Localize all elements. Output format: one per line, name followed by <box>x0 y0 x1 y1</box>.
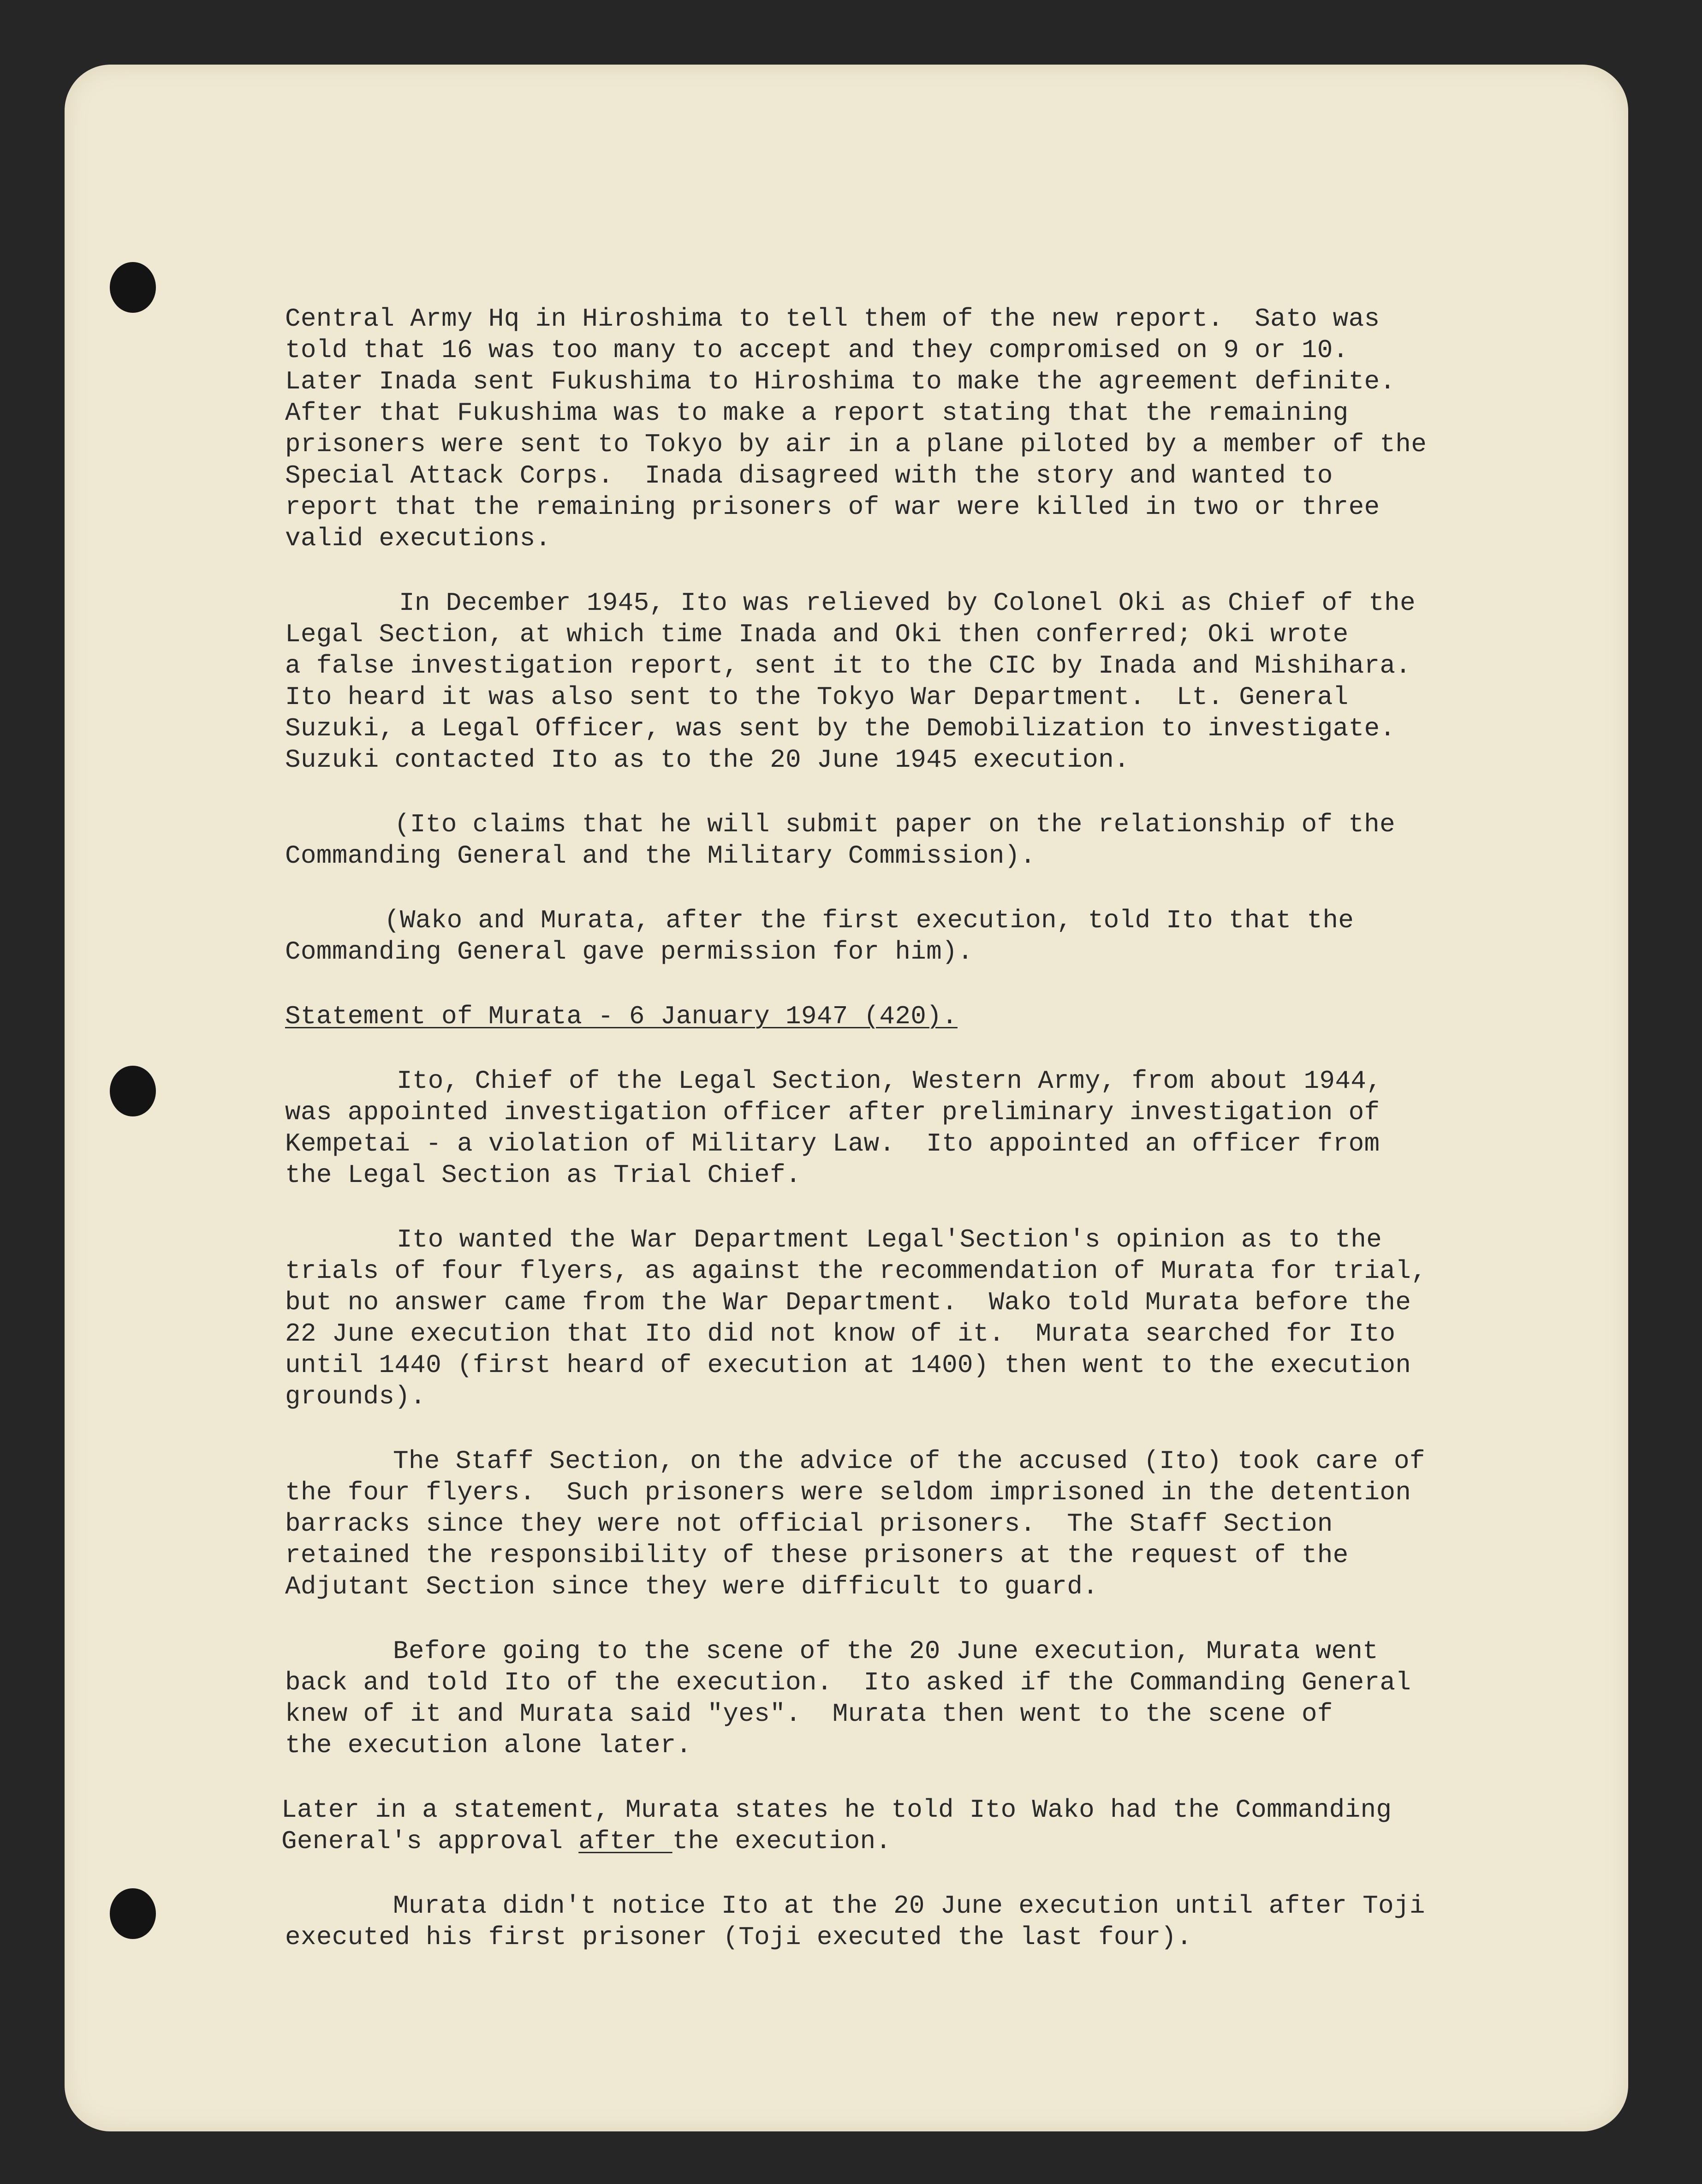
text-line: Commanding General and the Military Commission). <box>285 841 1036 871</box>
text-line: Adjutant Section since they were difficult to guard. <box>285 1572 1099 1601</box>
text-line: grounds). <box>285 1382 426 1411</box>
section-heading: Statement of Murata - 6 January 1947 (420). <box>285 1002 958 1031</box>
text-line: In December 1945, Ito was relieved by Colonel Oki as Chief of the <box>399 588 1416 618</box>
text-line: retained the responsibility of these prisoners at the request of the <box>285 1540 1349 1570</box>
underlined-word: after <box>578 1826 672 1856</box>
text-line: Later in a statement, Murata states he told Ito Wako had the Commanding <box>281 1795 1392 1825</box>
text-line: 22 June execution that Ito did not know of it. Murata searched for Ito <box>285 1319 1396 1349</box>
text-line: report that the remaining prisoners of war were killed in two or three <box>285 492 1380 522</box>
text-line: told that 16 was too many to accept and they compromised on 9 or 10. <box>285 335 1349 365</box>
text-fragment: the execution. <box>672 1826 892 1856</box>
text-line: Commanding General gave permission for him). <box>285 937 973 967</box>
text-line: Kempetai - a violation of Military Law. Ito appointed an officer from <box>285 1129 1380 1158</box>
text-fragment: General's approval <box>281 1826 579 1856</box>
text-line: Murata didn't notice Ito at the 20 June execution until after Toji <box>393 1891 1425 1921</box>
text-line: trials of four flyers, as against the recommendation of Murata for trial, <box>285 1256 1427 1286</box>
text-line: barracks since they were not official prisoners. The Staff Section <box>285 1509 1333 1539</box>
text-line: was appointed investigation officer after preliminary investigation of <box>285 1098 1380 1127</box>
text-line: (Ito claims that he will submit paper on the relationship of the <box>394 810 1395 839</box>
text-line: valid executions. <box>285 524 551 553</box>
text-line: Later Inada sent Fukushima to Hiroshima to make the agreement definite. <box>285 367 1396 396</box>
text-line: the Legal Section as Trial Chief. <box>285 1160 801 1190</box>
document-page <box>65 65 1628 2131</box>
binder-hole-middle <box>110 1066 156 1116</box>
text-line: After that Fukushima was to make a report stating that the remaining <box>285 398 1349 428</box>
text-line: but no answer came from the War Department. Wako told Murata before the <box>285 1288 1411 1317</box>
text-line: Suzuki contacted Ito as to the 20 June 1945 execution. <box>285 745 1130 775</box>
text-line: back and told Ito of the execution. Ito asked if the Commanding General <box>285 1668 1411 1697</box>
text-line <box>281 1826 891 1857</box>
text-line: the execution alone later. <box>285 1730 692 1760</box>
binder-hole-bottom <box>110 1888 156 1939</box>
text-line: Suzuki, a Legal Officer, was sent by the Demobilization to investigate. <box>285 714 1396 743</box>
binder-hole-top <box>110 262 156 313</box>
text-line: The Staff Section, on the advice of the accused (Ito) took care of <box>393 1446 1425 1476</box>
text-line: Before going to the scene of the 20 June execution, Murata went <box>393 1636 1379 1666</box>
text-line: executed his first prisoner (Toji executed the last four). <box>285 1922 1192 1952</box>
text-line: the four flyers. Such prisoners were seldom imprisoned in the detention <box>285 1478 1411 1507</box>
text-line: Central Army Hq in Hiroshima to tell them of the new report. Sato was <box>285 304 1380 334</box>
text-line: Ito heard it was also sent to the Tokyo War Department. Lt. General <box>285 682 1349 712</box>
text-line: until 1440 (first heard of execution at 1400) then went to the execution <box>285 1350 1411 1380</box>
text-line: Legal Section, at which time Inada and Oki then conferred; Oki wrote <box>285 620 1349 649</box>
text-line: Special Attack Corps. Inada disagreed with the story and wanted to <box>285 461 1333 490</box>
text-line: prisoners were sent to Tokyo by air in a plane piloted by a member of the <box>285 430 1427 459</box>
text-line: knew of it and Murata said "yes". Murata then went to the scene of <box>285 1699 1333 1729</box>
text-line: a false investigation report, sent it to the CIC by Inada and Mishihara. <box>285 651 1411 680</box>
text-line: Ito, Chief of the Legal Section, Western Army, from about 1944, <box>397 1066 1382 1096</box>
text-line: Ito wanted the War Department Legal'Section's opinion as to the <box>397 1225 1382 1254</box>
text-line: (Wako and Murata, after the first execution, told Ito that the <box>384 906 1354 935</box>
